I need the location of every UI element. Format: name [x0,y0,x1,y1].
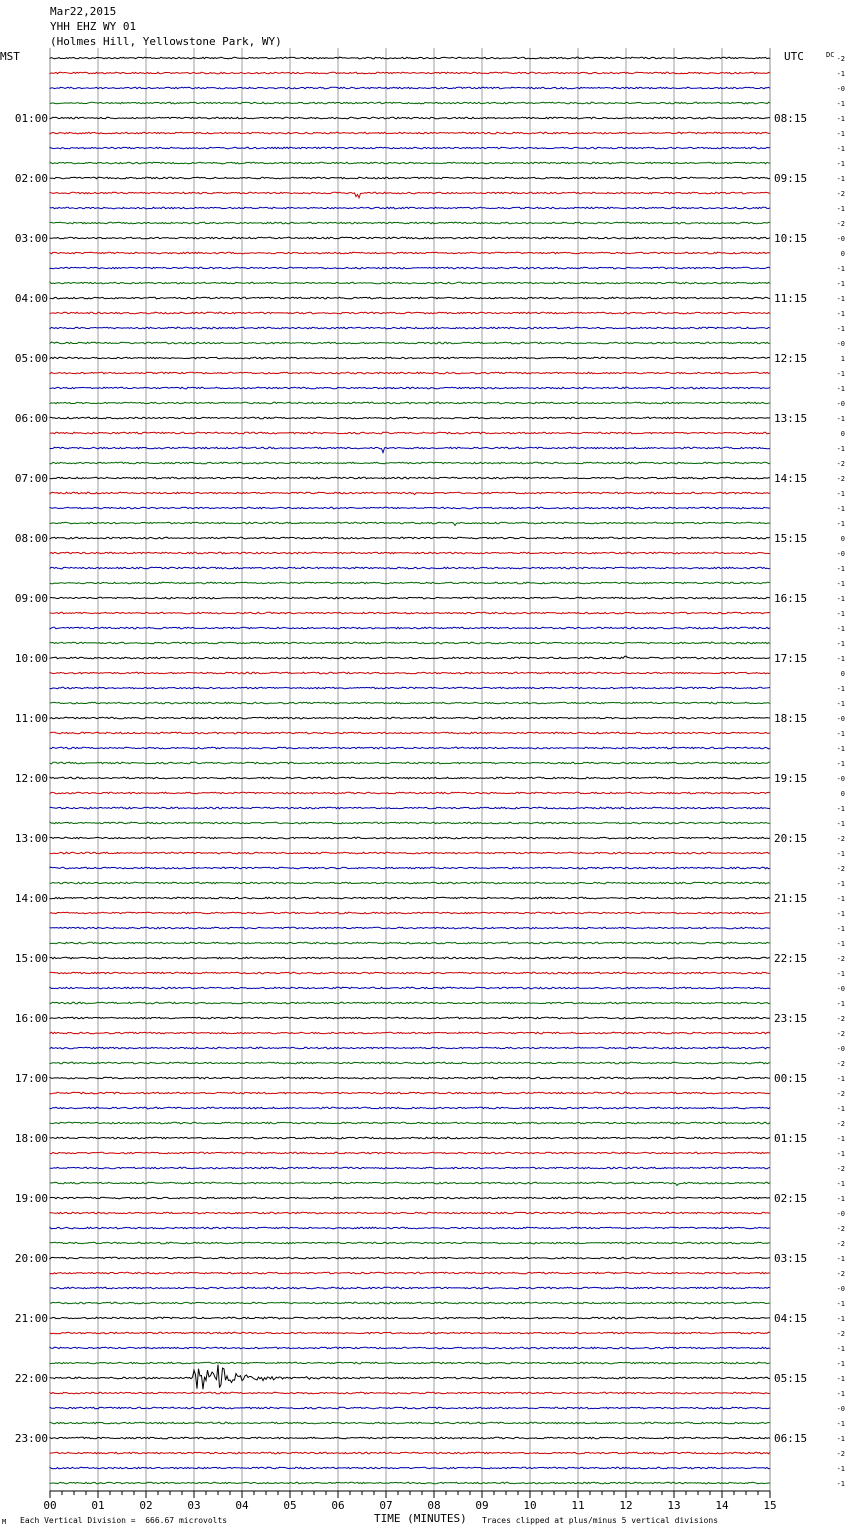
right-zone-label: UTC [784,50,804,63]
trace-35 [50,567,770,569]
dc-offset-label: -1 [836,1300,845,1308]
header-date: Mar22,2015 [50,5,117,18]
dc-offset-label: -2 [836,460,845,468]
dc-offset-label: -1 [836,520,845,528]
trace-56 [50,882,770,884]
trace-33 [50,537,770,539]
trace-48 [50,762,770,764]
trace-41 [50,656,770,659]
trace-45 [50,717,770,719]
dc-offset-label: -0 [836,1405,845,1413]
trace-96 [50,1482,770,1484]
right-hour-label: 06:15 [774,1432,808,1445]
dc-offset-label: -2 [836,220,845,228]
dc-offset-label: -0 [836,1210,845,1218]
dc-offset-label: -1 [836,1360,845,1368]
trace-72 [50,1122,770,1124]
trace-84 [50,1302,770,1304]
dc-offset-label: -2 [836,1015,845,1023]
dc-offset-label: -0 [836,715,845,723]
dc-offset-label: -1 [836,1150,845,1158]
dc-offset-label: -1 [836,1435,845,1443]
x-tick-label-14: 14 [715,1499,729,1512]
trace-88 [50,1362,770,1364]
trace-65 [50,1017,770,1019]
trace-11 [50,207,770,209]
x-tick-label-09: 09 [475,1499,489,1512]
dc-offset-label: -0 [836,400,845,408]
dc-offset-label: -2 [836,1450,845,1458]
dc-offset-label: -1 [836,925,845,933]
trace-18 [50,312,770,314]
trace-60 [50,942,770,944]
dc-offset-label: -1 [836,610,845,618]
right-hour-label: 11:15 [774,292,808,305]
trace-1 [50,57,770,59]
dc-offset-label: -0 [836,1285,845,1293]
dc-offset-label: -1 [836,325,845,333]
dc-offset-label: -2 [836,1090,845,1098]
dc-offset-label: -2 [836,1225,845,1233]
dc-offset-label: -1 [836,700,845,708]
dc-offset-label: -1 [836,100,845,108]
dc-offset-label: -1 [836,910,845,918]
dc-offset-label: -1 [836,655,845,663]
left-hour-label: 21:00 [14,1312,48,1325]
x-tick-label-05: 05 [283,1499,297,1512]
trace-79 [50,1227,770,1229]
dc-offset-label: -1 [836,1180,845,1188]
trace-76 [50,1182,770,1185]
dc-offset-label: -1 [836,745,845,753]
dc-offset-label: -1 [836,880,845,888]
right-hour-label: 00:15 [774,1072,808,1085]
dc-offset-label: -1 [836,160,845,168]
trace-92 [50,1422,770,1424]
trace-66 [50,1032,770,1034]
trace-53 [50,837,770,839]
right-hour-label: 03:15 [774,1252,808,1265]
x-tick-label-04: 04 [235,1499,249,1512]
left-hour-label: 19:00 [14,1192,48,1205]
trace-49 [50,777,770,779]
left-hour-label: 05:00 [14,352,48,365]
right-hour-label: 04:15 [774,1312,808,1325]
dc-offset-label: -1 [836,760,845,768]
right-hour-label: 01:15 [774,1132,808,1145]
dc-offset-label: -2 [836,475,845,483]
trace-47 [50,747,770,749]
dc-offset-label: -0 [836,1045,845,1053]
trace-15 [50,267,770,269]
left-hour-label: 03:00 [14,232,48,245]
trace-91 [50,1407,770,1409]
dc-offset-label: -1 [836,265,845,273]
dc-offset-label: -1 [836,70,845,78]
left-hour-label: 16:00 [14,1012,48,1025]
trace-27 [50,447,770,452]
dc-offset-label: -1 [836,1105,845,1113]
trace-21 [50,357,770,359]
trace-89 [50,1365,770,1390]
dc-offset-label: -1 [836,1345,845,1353]
dc-offset-label: -1 [836,370,845,378]
left-hour-label: 10:00 [14,652,48,665]
trace-64 [50,1002,770,1004]
trace-75 [50,1167,770,1169]
trace-59 [50,927,770,929]
trace-28 [50,462,770,464]
dc-offset-label: -1 [836,445,845,453]
right-hour-label: 21:15 [774,892,808,905]
x-tick-label-07: 07 [379,1499,393,1512]
trace-44 [50,702,770,704]
trace-67 [50,1047,770,1049]
dc-offset-label: -2 [836,865,845,873]
trace-8 [50,162,770,164]
trace-30 [50,492,770,494]
dc-offset-label: -1 [836,595,845,603]
right-hour-label: 05:15 [774,1372,808,1385]
trace-50 [50,792,770,794]
dc-offset-label: -1 [836,1480,845,1488]
trace-94 [50,1452,770,1454]
trace-16 [50,282,770,284]
right-hour-label: 17:15 [774,652,808,665]
dc-offset-label: -2 [836,1330,845,1338]
right-hour-label: 15:15 [774,532,808,545]
trace-36 [50,582,770,584]
trace-87 [50,1347,770,1349]
trace-73 [50,1137,770,1139]
trace-26 [50,432,770,434]
left-hour-label: 09:00 [14,592,48,605]
x-tick-label-01: 01 [91,1499,105,1512]
dc-offset-label: -1 [836,625,845,633]
dc-offset-label: 0 [840,250,845,258]
trace-52 [50,822,770,824]
trace-51 [50,807,770,809]
right-hour-label: 16:15 [774,592,808,605]
dc-offset-label: -0 [836,340,845,348]
right-hour-label: 10:15 [774,232,808,245]
header-location: (Holmes Hill, Yellowstone Park, WY) [50,35,282,48]
dc-offset-label: -1 [836,640,845,648]
dc-offset-label: -2 [836,835,845,843]
trace-6 [50,132,770,134]
dc-offset-label: -2 [836,1060,845,1068]
left-hour-label: 13:00 [14,832,48,845]
dc-offset-label: -0 [836,85,845,93]
x-tick-label-11: 11 [571,1499,585,1512]
dc-offset-label: -1 [836,145,845,153]
trace-70 [50,1092,770,1094]
trace-5 [50,117,770,119]
x-tick-label-03: 03 [187,1499,201,1512]
dc-offset-label: -1 [836,205,845,213]
trace-32 [50,522,770,525]
x-tick-label-00: 00 [43,1499,57,1512]
x-tick-label-08: 08 [427,1499,441,1512]
trace-43 [50,687,770,689]
dc-offset-label: -1 [836,1000,845,1008]
left-hour-label: 02:00 [14,172,48,185]
left-hour-label: 11:00 [14,712,48,725]
dc-offset-label: -1 [836,115,845,123]
trace-29 [50,477,770,479]
right-hour-label: 08:15 [774,112,808,125]
dc-label: DC [826,51,835,59]
dc-offset-label: -1 [836,1135,845,1143]
x-tick-label-06: 06 [331,1499,345,1512]
dc-offset-label: -1 [836,295,845,303]
dc-offset-label: -0 [836,985,845,993]
dc-offset-label: -1 [836,385,845,393]
dc-offset-label: -1 [836,940,845,948]
dc-offset-label: -1 [836,505,845,513]
trace-80 [50,1242,770,1244]
dc-offset-label: -1 [836,970,845,978]
dc-offset-label: -1 [836,1255,845,1263]
right-hour-label: 09:15 [774,172,808,185]
left-hour-label: 06:00 [14,412,48,425]
scale-note: Each Vertical Division = 666.67 microvolts [20,1516,228,1525]
trace-34 [50,552,770,554]
dc-offset-label: -1 [836,415,845,423]
left-hour-label: 12:00 [14,772,48,785]
dc-offset-label: -0 [836,550,845,558]
right-hour-label: 02:15 [774,1192,808,1205]
dc-offset-label: -1 [836,730,845,738]
corner-mark: M [2,1518,7,1526]
dc-offset-label: -1 [836,580,845,588]
trace-10 [50,192,770,198]
left-hour-label: 23:00 [14,1432,48,1445]
trace-57 [50,897,770,899]
dc-offset-label: -1 [836,850,845,858]
right-hour-label: 20:15 [774,832,808,845]
x-tick-label-10: 10 [523,1499,537,1512]
trace-55 [50,867,770,869]
dc-offset-label: -1 [836,1420,845,1428]
trace-54 [50,852,770,854]
left-hour-label: 18:00 [14,1132,48,1145]
dc-offset-label: -2 [836,1240,845,1248]
dc-offset-label: -2 [836,1270,845,1278]
trace-68 [50,1062,770,1064]
trace-46 [50,732,770,734]
dc-offset-label: -1 [836,280,845,288]
x-tick-label-02: 02 [139,1499,153,1512]
dc-offset-label: -2 [836,1120,845,1128]
dc-offset-label: -1 [836,1465,845,1473]
dc-offset-label: 1 [840,355,845,363]
trace-61 [50,957,770,959]
left-hour-label: 14:00 [14,892,48,905]
left-hour-label: 01:00 [14,112,48,125]
dc-offset-label: -1 [836,1315,845,1323]
dc-offset-label: 0 [840,535,845,543]
dc-offset-label: -2 [836,955,845,963]
right-hour-label: 19:15 [774,772,808,785]
trace-2 [50,72,770,74]
x-tick-label-12: 12 [619,1499,633,1512]
trace-62 [50,972,770,974]
trace-86 [50,1332,770,1334]
trace-90 [50,1392,770,1394]
left-hour-label: 20:00 [14,1252,48,1265]
trace-22 [50,372,770,374]
dc-offset-label: -1 [836,895,845,903]
trace-78 [50,1212,770,1214]
dc-offset-label: 0 [840,670,845,678]
left-hour-label: 07:00 [14,472,48,485]
trace-20 [50,342,770,344]
right-hour-label: 13:15 [774,412,808,425]
dc-offset-label: 0 [840,430,845,438]
dc-offset-label: -1 [836,685,845,693]
right-hour-label: 23:15 [774,1012,808,1025]
trace-37 [50,597,770,599]
x-tick-label-15: 15 [763,1499,777,1512]
trace-38 [50,612,770,614]
dc-offset-label: -1 [836,1390,845,1398]
trace-9 [50,177,770,179]
trace-58 [50,912,770,914]
left-hour-label: 22:00 [14,1372,48,1385]
dc-offset-label: -2 [836,1030,845,1038]
trace-13 [50,237,770,239]
dc-offset-label: -1 [836,1075,845,1083]
left-hour-label: 04:00 [14,292,48,305]
trace-83 [50,1287,770,1289]
trace-40 [50,642,770,644]
trace-81 [50,1257,770,1259]
dc-offset-label: -1 [836,310,845,318]
trace-85 [50,1317,770,1319]
dc-offset-label: -1 [836,490,845,498]
dc-offset-label: -1 [836,1375,845,1383]
trace-39 [50,627,770,629]
dc-offset-label: -1 [836,175,845,183]
right-hour-label: 12:15 [774,352,808,365]
dc-offset-label: -1 [836,1195,845,1203]
dc-offset-label: -2 [836,55,845,63]
trace-42 [50,672,770,674]
trace-69 [50,1077,770,1079]
trace-63 [50,987,770,989]
trace-77 [50,1197,770,1199]
trace-12 [50,222,770,224]
trace-25 [50,417,770,419]
trace-14 [50,252,770,254]
trace-19 [50,327,770,329]
left-hour-label: 17:00 [14,1072,48,1085]
trace-74 [50,1152,770,1154]
trace-93 [50,1437,770,1439]
trace-82 [50,1272,770,1274]
header-station: YHH EHZ WY 01 [50,20,137,33]
dc-offset-label: -0 [836,235,845,243]
dc-offset-label: -2 [836,1165,845,1173]
dc-offset-label: -1 [836,805,845,813]
dc-offset-label: 0 [840,790,845,798]
trace-71 [50,1107,770,1109]
trace-7 [50,147,770,149]
dc-offset-label: -2 [836,190,845,198]
trace-4 [50,102,770,104]
trace-17 [50,297,770,299]
left-hour-label: 08:00 [14,532,48,545]
x-axis-label: TIME (MINUTES) [374,1512,467,1525]
right-hour-label: 18:15 [774,712,808,725]
dc-offset-label: -1 [836,130,845,138]
dc-offset-label: -0 [836,775,845,783]
dc-offset-label: -1 [836,565,845,573]
trace-95 [50,1467,770,1469]
x-tick-label-13: 13 [667,1499,681,1512]
trace-23 [50,387,770,389]
right-hour-label: 22:15 [774,952,808,965]
trace-3 [50,87,770,89]
dc-offset-label: -1 [836,820,845,828]
left-zone-label: MST [0,50,20,63]
clip-note: Traces clipped at plus/minus 5 vertical divisions [482,1516,719,1525]
trace-24 [50,402,770,404]
left-hour-label: 15:00 [14,952,48,965]
right-hour-label: 14:15 [774,472,808,485]
trace-31 [50,507,770,509]
